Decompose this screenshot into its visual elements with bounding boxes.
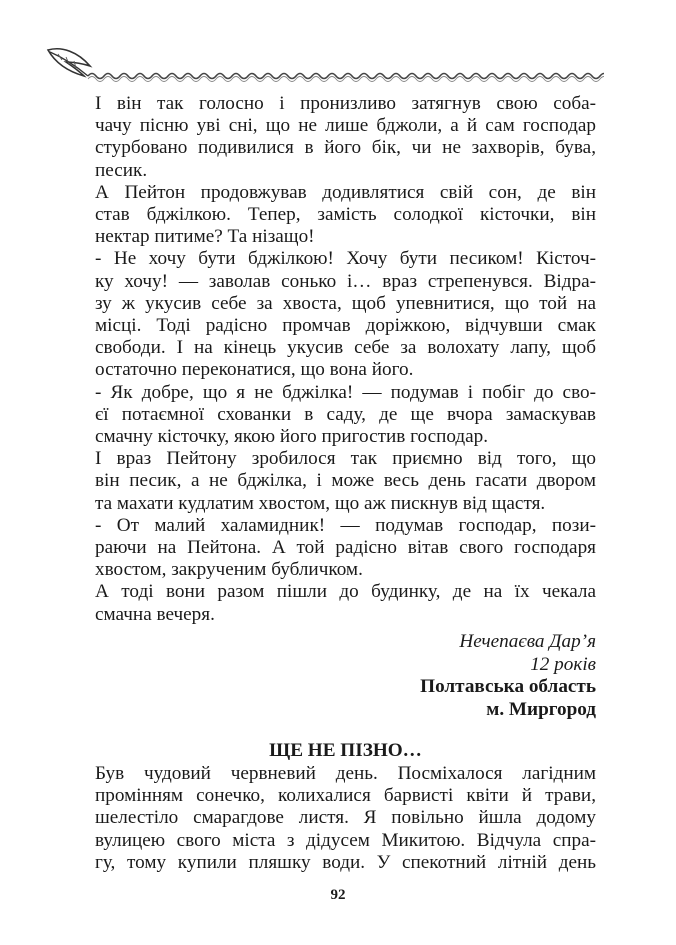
- text-line: - Як добре, що я не бджілка! — подумав і побіг до сво-: [95, 381, 596, 403]
- text-line: свободи. І на кінець укусив себе за волохату лапу, щоб: [95, 337, 596, 359]
- author-name: Нечепаєва Дар’я: [459, 631, 596, 652]
- text-line: - Не хочу бути бджілкою! Хочу бути песиком! Кісточ-: [95, 248, 596, 270]
- author-age: 12 років: [530, 653, 596, 675]
- feather-icon: [48, 49, 90, 76]
- text-line: промінням сонечко, колихалися барвисті квіти й трави,: [95, 785, 596, 807]
- text-line: І він так голосно і пронизливо затягнув свою соба-: [95, 93, 596, 114]
- text-line: нектар питиме? Та нізащо!: [95, 226, 315, 248]
- text-line: Був чудовий червневий день. Посміхалося лагідним: [95, 763, 596, 784]
- text-line: смачна вечеря.: [95, 603, 215, 625]
- text-line: та махати кудлатим хвостом, що аж пискнув від щастя.: [95, 492, 546, 514]
- text-line: остаточно переконатися, що вона його.: [95, 359, 414, 381]
- text-line: місці. Тоді радісно промчав доріжкою, відчувши смак: [95, 315, 596, 337]
- story-body: [95, 93, 596, 626]
- text-line: він песик, а не бджілка, і може весь день гасати двором: [95, 470, 596, 492]
- page-number: 92: [330, 887, 346, 903]
- text-line: єї потаємної схованки в саду, де ще вчора замаскував: [95, 403, 596, 425]
- text-line: став бджілкою. Тепер, замість солодкої кісточки, він: [95, 204, 596, 226]
- story-title: ЩЕ НЕ ПІЗНО…: [269, 740, 422, 761]
- text-line: чачу пісню уві сні, що не лише бджоли, а й сам господар: [95, 115, 596, 137]
- author-city: м. Миргород: [486, 698, 596, 720]
- text-line: шелестіло смарагдове листя. Я повільно йшла додому: [95, 807, 596, 829]
- text-line: смачну кісточку, якою його пригостив господар.: [95, 426, 489, 448]
- text-line: - От малий халамидник! — подумав господар, пози-: [95, 514, 596, 536]
- text-line: песик.: [95, 159, 148, 181]
- header-ornament: [44, 40, 604, 84]
- author-region: Полтавська область: [420, 676, 596, 697]
- story2-body: [95, 763, 596, 874]
- text-line: хвостом, закрученим бубличком.: [95, 559, 363, 581]
- text-line: раючи на Пейтона. А той радісно вітав свого господаря: [95, 537, 596, 559]
- author-signature: [420, 631, 596, 721]
- text-line: зу ж укусив себе за хвоста, щоб упевнитися, що той на: [95, 292, 596, 314]
- text-line: гу, тому купили пляшку води. У спекотний літній день: [95, 851, 596, 873]
- text-line: стурбовано подивилися в його бік, чи не захворів, бува,: [95, 137, 596, 159]
- text-line: А Пейтон продовжував додивлятися свій сон, де він: [95, 181, 596, 203]
- text-line: ку хочу! — заволав сонько і… враз стрепенувся. Відра-: [95, 270, 596, 292]
- text-line: А тоді вони разом пішли до будинку, де на їх чекала: [95, 581, 596, 603]
- text-line: І враз Пейтону зробилося так приємно від того, що: [95, 448, 596, 470]
- text-line: вулицею свого міста з дідусем Микитою. Відчула спра-: [95, 829, 596, 851]
